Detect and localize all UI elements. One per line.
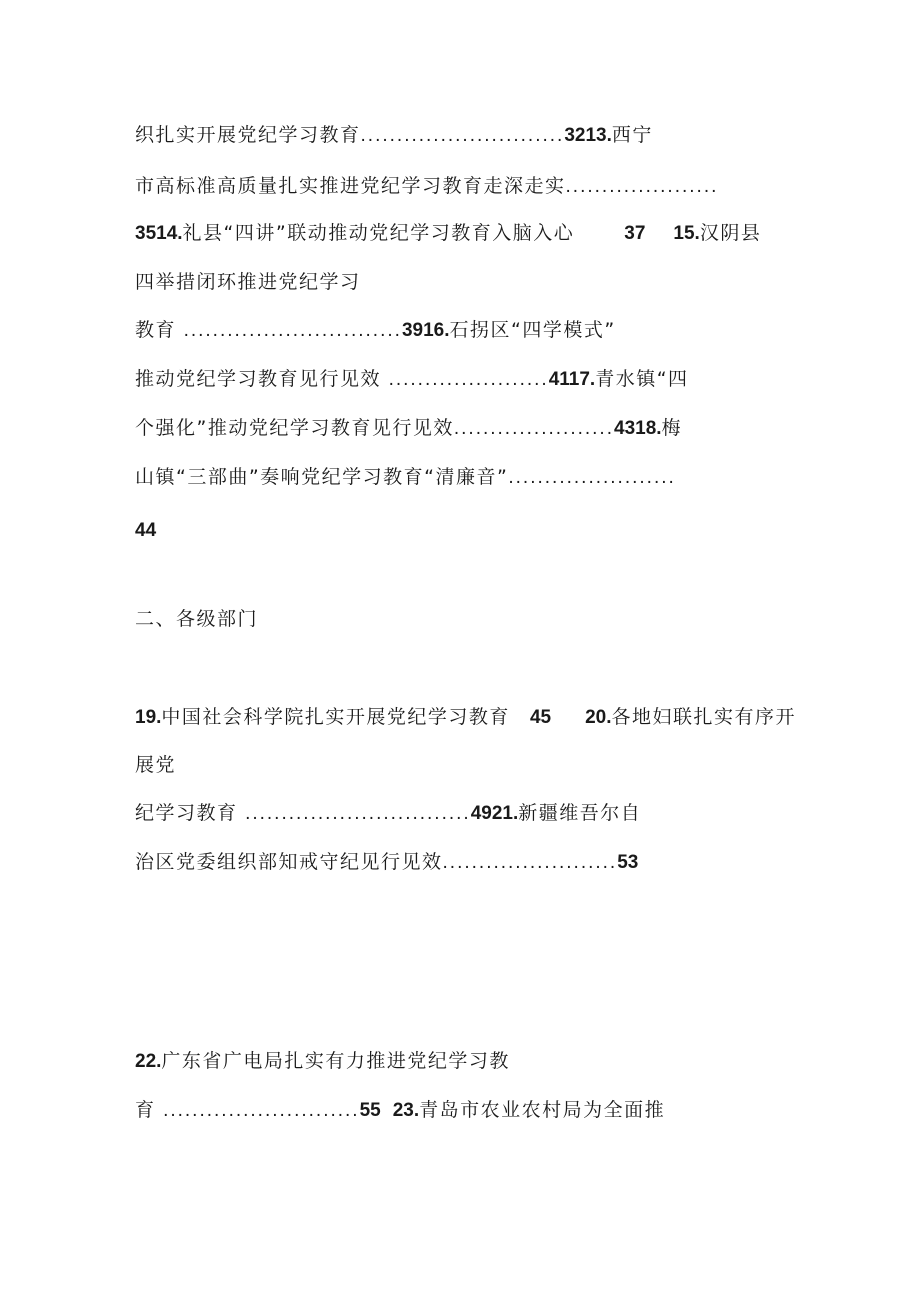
section-heading [135,607,258,631]
toc-page-number: 55 [359,1100,381,1121]
toc-page-number: 4318. [614,418,662,439]
toc-line-8[interactable] [135,465,676,490]
toc-leader-dots: ........................ [442,852,618,873]
toc-entry-text: 织扎实开展党纪学习教育 [135,124,361,146]
toc-entry-text: 石拐区“四学模式” [449,319,616,341]
toc-entry-number: 15. [673,223,700,244]
toc-page-number: 4117. [548,369,596,390]
toc-page-number: 3213. [564,125,612,146]
toc-entry-text: 治区党委组织部知戒守纪见行见效 [135,851,443,873]
toc-entry-text: 青岛市农业农村局为全面推 [419,1099,666,1121]
toc-entry-text: 广东省广电局扎实有力推进党纪学习教 [161,1050,510,1072]
toc-entry-number: 19. [135,707,162,728]
toc-leader-dots: ....................... [508,467,676,488]
toc-leader-dots: ............................... [245,803,471,824]
toc-line-15[interactable] [135,1098,665,1123]
toc-leader-dots: ...................... [453,418,614,439]
toc-line-4[interactable] [135,270,361,294]
section-title: 二、各级部门 [135,608,259,630]
toc-line-3[interactable] [135,221,761,246]
toc-leader-dots: ...................... [388,369,549,390]
toc-page-number: 53 [617,852,639,873]
toc-entry-text: 西宁 [611,124,653,146]
toc-page-number: 37 [624,223,646,244]
toc-entry-text: 推动党纪学习教育见行见效 [135,368,382,390]
toc-page-number: 4921. [470,803,519,824]
toc-page-number: 44 [135,520,157,541]
toc-line-13[interactable] [135,850,638,875]
toc-entry-number: 22. [135,1051,162,1072]
toc-page-number: 3916. [401,320,450,341]
toc-entry-text: 各地妇联扎实有序开 [611,706,797,728]
toc-entry-text: 梅 [661,417,683,439]
toc-line-1[interactable] [135,123,653,148]
toc-leader-dots: .............................. [183,320,402,341]
toc-line-7[interactable] [135,416,682,441]
toc-leader-dots: ............................ [360,125,565,146]
toc-line-14[interactable] [135,1049,510,1074]
toc-line-6[interactable] [135,367,689,392]
toc-entry-text: 新疆维吾尔自 [518,802,642,824]
toc-entry-text: 汉阴县 [699,222,762,244]
toc-entry-text: 展党 [135,754,177,776]
toc-entry-number: 20. [585,707,612,728]
toc-page-number: 45 [529,707,552,728]
toc-line-11[interactable] [135,753,176,777]
toc-entry-text: 青水镇“四 [595,368,689,390]
toc-entry-text: 育 [135,1099,156,1121]
toc-entry-text: 教育 [135,319,177,341]
toc-line-2[interactable] [135,174,718,199]
toc-entry-text: 纪学习教育 [135,802,238,824]
toc-entry-text: 市高标准高质量扎实推进党纪学习教育走深走实 [135,175,566,197]
toc-entry-text: 礼县“四讲”联动推动党纪学习教育入脑入心 [182,222,575,244]
toc-entry-text: 山镇“三部曲”奏响党纪学习教育“清廉音” [135,466,509,488]
toc-line-9[interactable] [135,518,156,543]
toc-entry-text: 中国社会科学院扎实开展党纪学习教育 [161,706,510,728]
toc-line-5[interactable] [135,318,616,343]
toc-line-12[interactable] [135,801,641,826]
toc-entry-number: 23. [392,1100,420,1121]
toc-page-number: 3514. [135,223,183,244]
toc-entry-text: 四举措闭环推进党纪学习 [135,271,361,293]
toc-leader-dots: ..................... [565,176,719,197]
toc-line-10[interactable] [135,705,796,730]
toc-entry-text: 个强化”推动党纪学习教育见行见效 [135,417,454,439]
toc-leader-dots: ........................... [163,1100,360,1121]
